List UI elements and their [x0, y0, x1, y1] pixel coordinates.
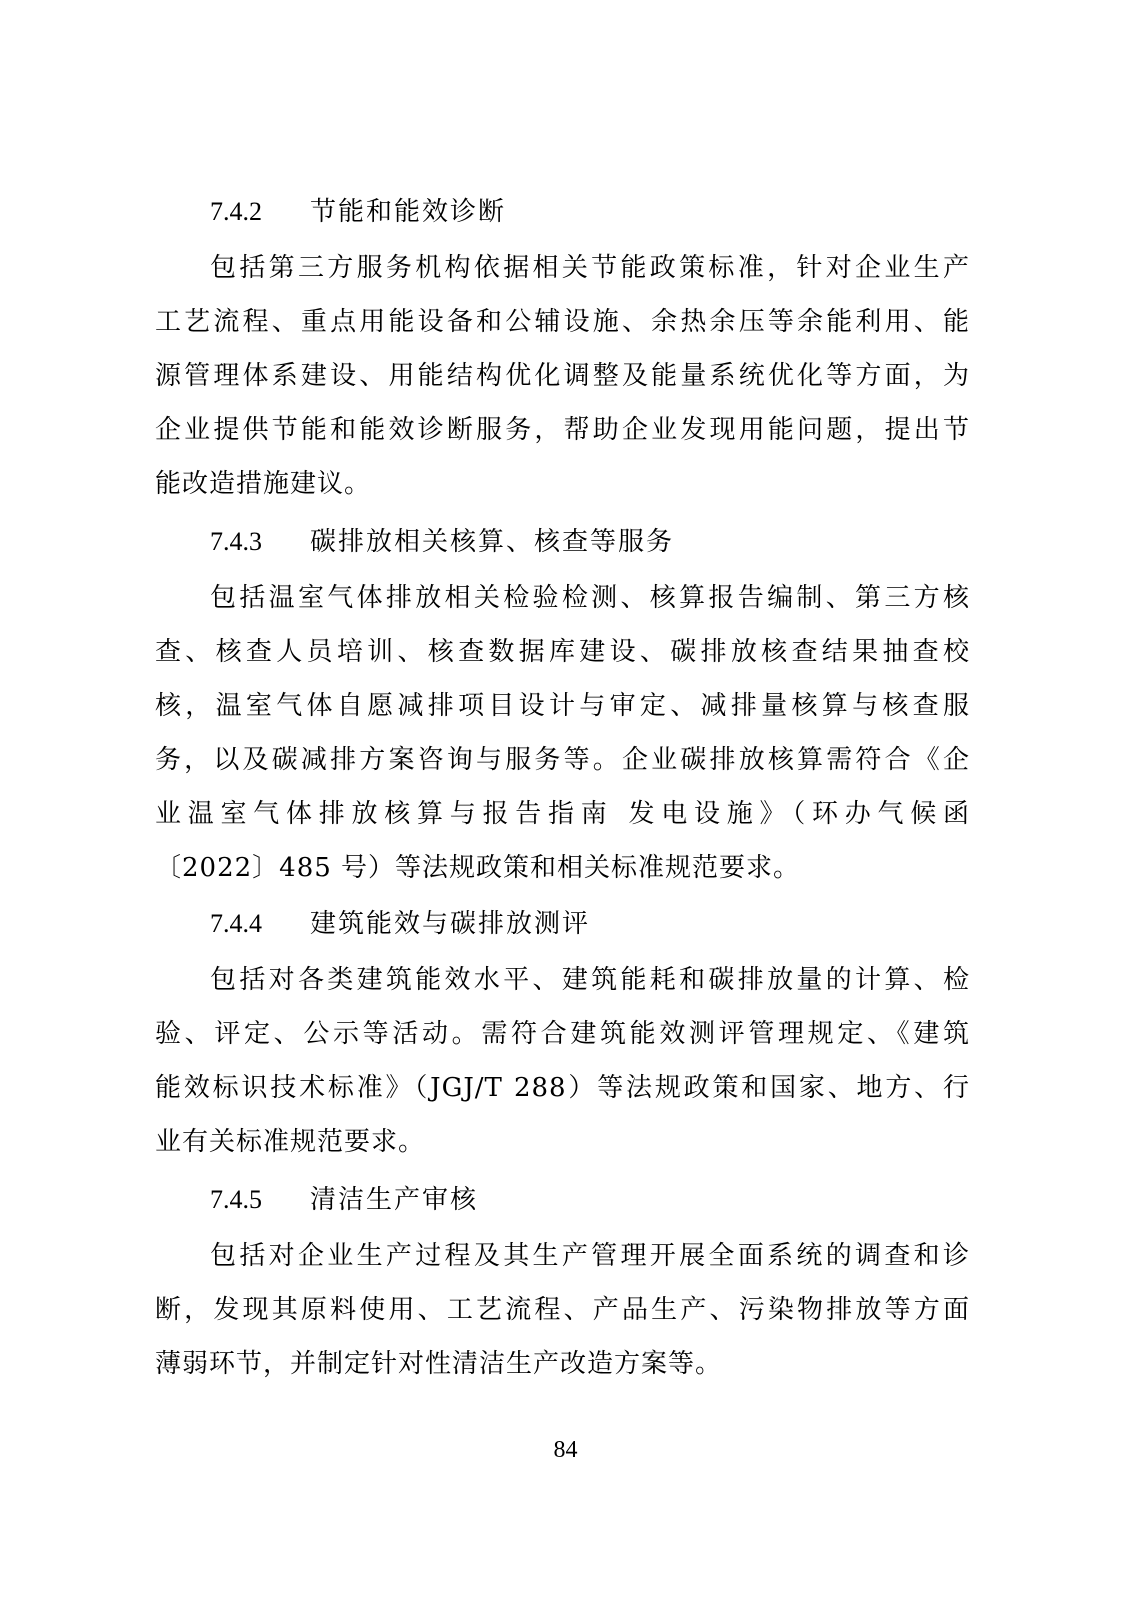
paragraph-line: 验、评定、公示等活动。需符合建筑能效测评管理规定、《建筑 — [155, 1019, 970, 1049]
paragraph-line: 包括对企业生产过程及其生产管理开展全面系统的调查和诊 — [210, 1241, 970, 1271]
paragraph-line: 断，发现其原料使用、工艺流程、产品生产、污染物排放等方面 — [155, 1295, 970, 1325]
section-title: 碳排放相关核算、核查等服务 — [310, 527, 675, 557]
paragraph-line: 〔2022〕485 号）等法规政策和相关标准规范要求。 — [155, 853, 801, 883]
section-title: 节能和能效诊断 — [310, 197, 507, 227]
paragraph-line: 工艺流程、重点用能设备和公辅设施、余热余压等余能利用、能 — [155, 307, 970, 337]
paragraph-line: 包括对各类建筑能效水平、建筑能耗和碳排放量的计算、检 — [210, 965, 970, 995]
section-heading-7-4-3 — [210, 522, 674, 562]
paragraph-line: 能效标识技术标准》（JGJ/T 288）等法规政策和国家、地方、行 — [155, 1073, 970, 1103]
page-number: 84 — [553, 1437, 578, 1463]
section-number: 7.4.3 — [210, 527, 262, 556]
section-number: 7.4.4 — [210, 909, 262, 938]
paragraph-line: 查、核查人员培训、核查数据库建设、碳排放核查结果抽查校 — [155, 637, 970, 667]
section-number: 7.4.5 — [210, 1185, 262, 1214]
paragraph-line: 包括温室气体排放相关检验检测、核算报告编制、第三方核 — [210, 583, 970, 613]
paragraph-line: 能改造措施建议。 — [155, 469, 372, 499]
section-heading-7-4-4 — [210, 904, 590, 944]
paragraph-line: 包括第三方服务机构依据相关节能政策标准，针对企业生产 — [210, 253, 970, 283]
paragraph-line: 薄弱环节，并制定针对性清洁生产改造方案等。 — [155, 1349, 723, 1379]
paragraph-line: 业有关标准规范要求。 — [155, 1127, 426, 1157]
section-title: 清洁生产审核 — [310, 1185, 479, 1215]
section-number: 7.4.2 — [210, 197, 262, 226]
paragraph-line: 源管理体系建设、用能结构优化调整及能量系统优化等方面，为 — [155, 361, 970, 391]
paragraph-line: 业温室气体排放核算与报告指南 发电设施》（环办气候函 — [155, 799, 970, 829]
paragraph-line: 企业提供节能和能效诊断服务，帮助企业发现用能问题，提出节 — [155, 415, 970, 445]
paragraph-line: 核，温室气体自愿减排项目设计与审定、减排量核算与核查服 — [155, 691, 970, 721]
section-heading-7-4-5 — [210, 1180, 478, 1220]
section-title: 建筑能效与碳排放测评 — [310, 909, 591, 939]
paragraph-line: 务，以及碳减排方案咨询与服务等。企业碳排放核算需符合《企 — [155, 745, 970, 775]
section-heading-7-4-2 — [210, 192, 506, 232]
